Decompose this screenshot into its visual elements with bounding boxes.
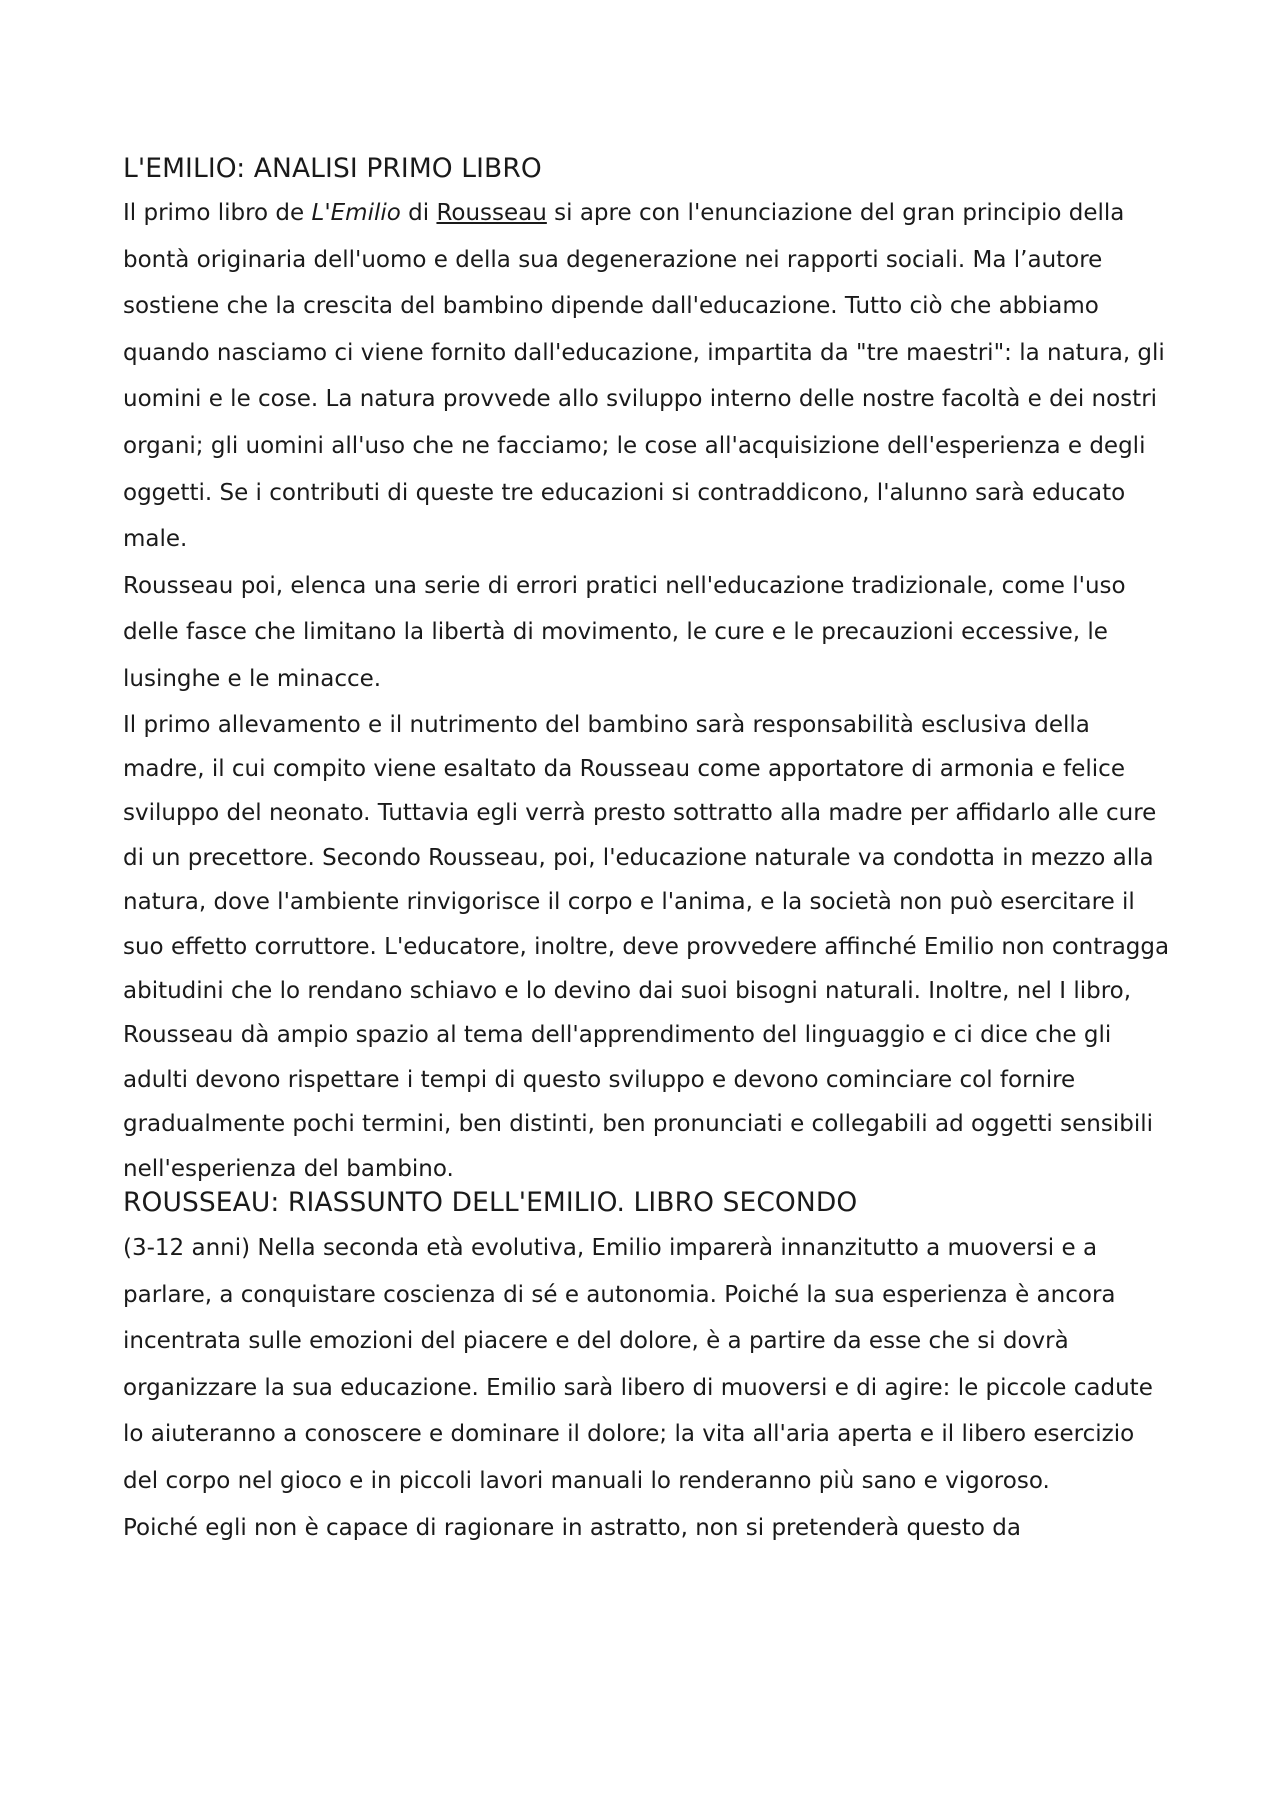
paragraph-4: (3-12 anni) Nella seconda età evolutiva, Emilio imparerà innanzitutto a muoversi e a parlare, a conquistare coscienza di sé e autonomia. Poiché la sua esperienza è ancora incentrata sulle emozioni del piacere e del dolore, è a partire da esse che si dovrà organizzare la sua educazione. Emilio sarà libero di muoversi e di agire: le piccole cadute lo aiuteranno a conoscere e dominare il dolore; la vita all'aria aperta e il libero esercizio del corpo nel gioco e in piccoli lavori manuali lo renderanno più sano e vigoroso. [123, 1235, 1153, 1494]
book-title: L'Emilio [311, 200, 401, 226]
document-page [123, 150, 1173, 1551]
paragraph-1: Il primo libro de L'Emilio di Rousseau si apre con l'enunciazione del gran principio della bontà originaria dell'uomo e della sua degenerazione nei rapporti sociali. Ma l’autore sostiene che la crescita del bambino dipende dall'educazione. Tutto ciò che abbiamo quando nasciamo ci viene fornito dall'educazione, impartita da "tre maestri": la natura, gli uomini e le cose. La natura provvede allo sviluppo interno delle nostre facoltà e dei nostri organi; gli uomini all'uso che ne facciamo; le cose all'acquisizione dell'esperienza e degli oggetti. Se i contributi di queste tre educazioni si contraddicono, l'alunno sarà educato male. [123, 200, 1165, 553]
paragraph-5: Poiché egli non è capace di ragionare in astratto, non si pretenderà questo da [123, 1514, 1021, 1541]
section-heading-1: L'EMILIO: ANALISI PRIMO LIBRO [123, 153, 542, 184]
section-heading-2: ROUSSEAU: RIASSUNTO DELL'EMILIO. LIBRO SECONDO [123, 1187, 858, 1218]
rousseau-link[interactable]: Rousseau [436, 200, 547, 226]
paragraph-3: Il primo allevamento e il nutrimento del bambino sarà responsabilità esclusiva della madre, il cui compito viene esaltato da Rousseau come apportatore di armonia e felice sviluppo del neonato. Tuttavia egli verrà presto sottratto alla madre per affidarlo alle cure di un precettore. Secondo Rousseau, poi, l'educazione naturale va condotta in mezzo alla natura, dove l'ambiente rinvigorisce il corpo e l'anima, e la società non può esercitare il suo effetto corruttore. L'educatore, inoltre, deve provvedere affinché Emilio non contragga abitudini che lo rendano schiavo e lo devino dai suoi bisogni naturali. Inoltre, nel I libro, Rousseau dà ampio spazio al tema dell'apprendimento del linguaggio e ci dice che gli adulti devono rispettare i tempi di questo sviluppo e devono cominciare col fornire gradualmente pochi termini, ben distinti, ben pronunciati e collegabili ad oggetti sensibili nell'esperienza del bambino. [123, 711, 1170, 1182]
paragraph-2: Rousseau poi, elenca una serie di errori pratici nell'educazione tradizionale, come l'uso delle fasce che limitano la libertà di movimento, le cure e le precauzioni eccessive, le lusinghe e le minacce. [123, 572, 1126, 692]
